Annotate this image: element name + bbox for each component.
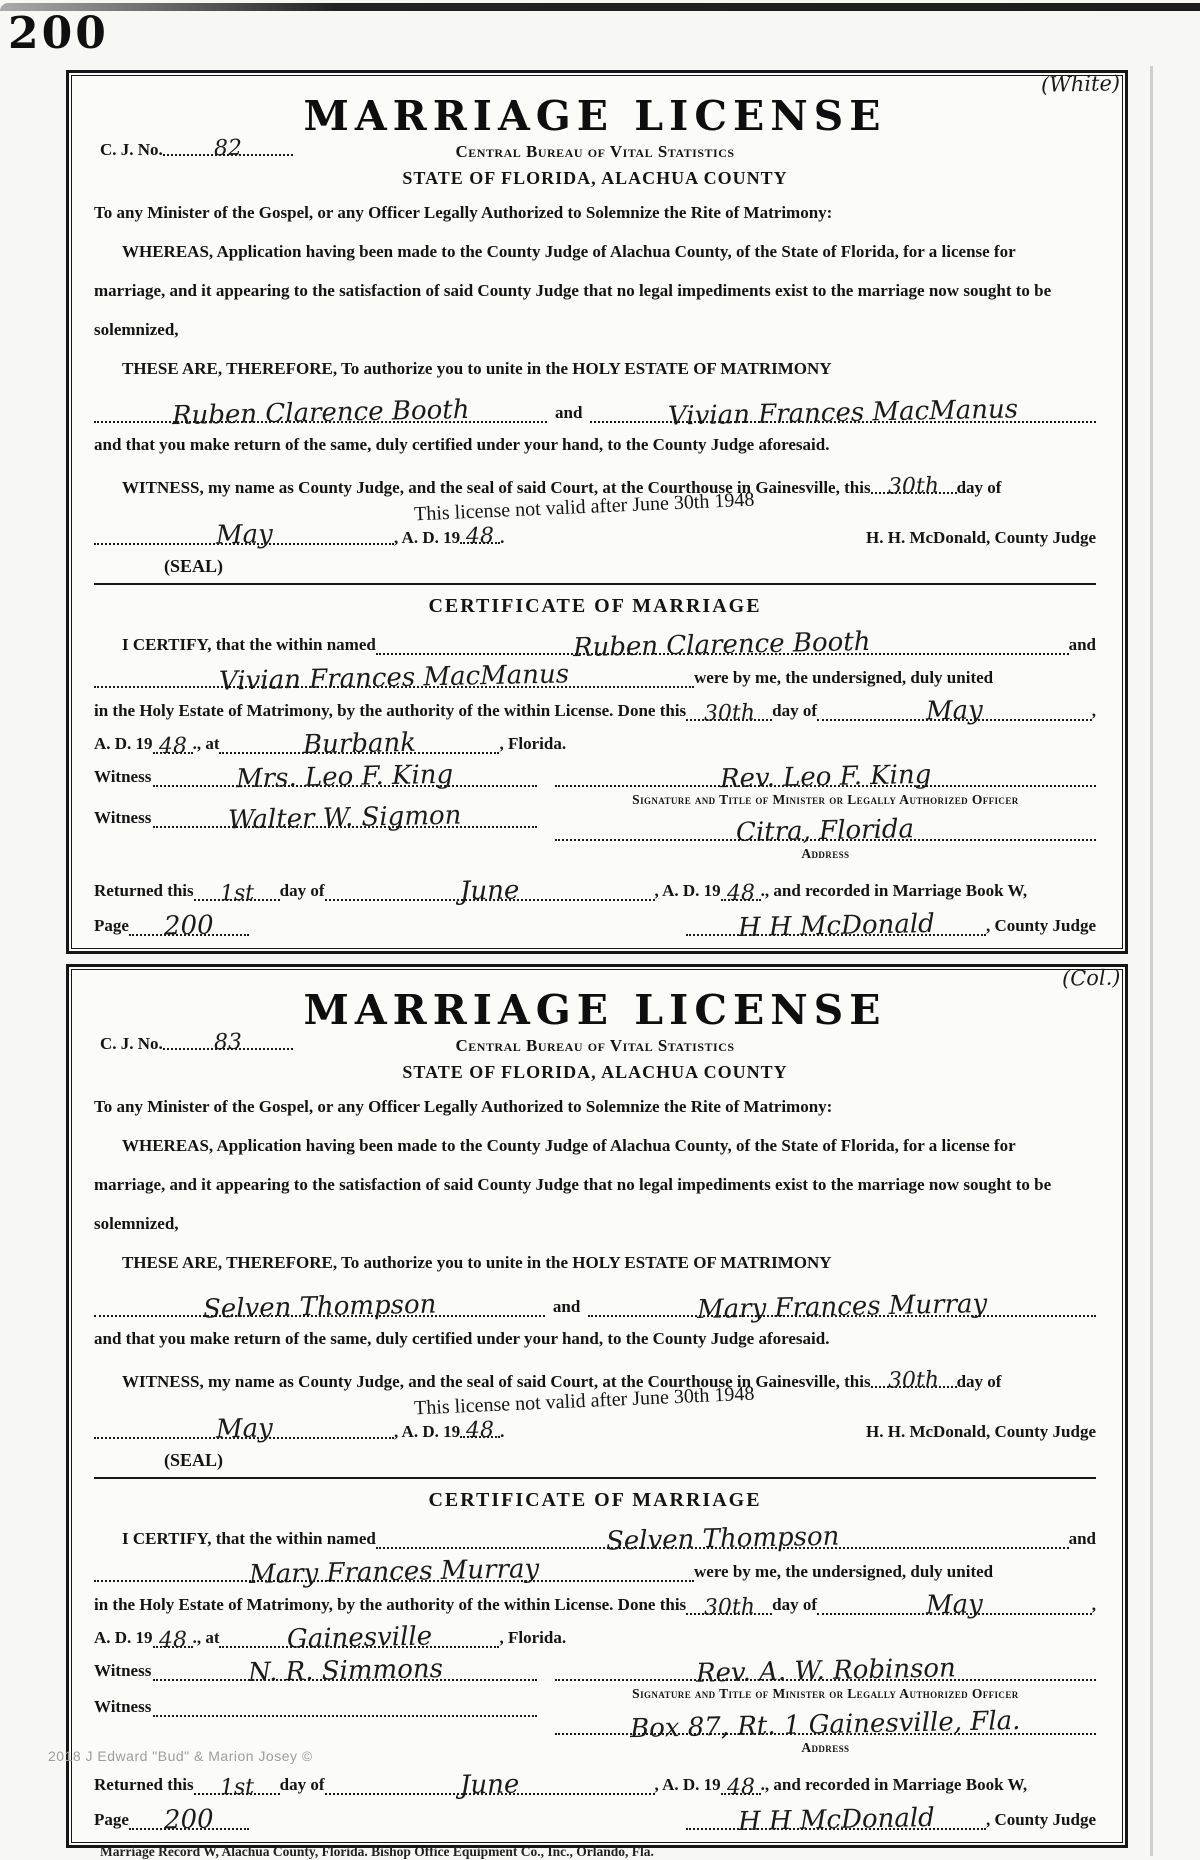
marriage-place-row <box>94 727 1096 761</box>
ad-19-label: , A. D. 19 <box>394 1422 461 1441</box>
returned-day-field <box>194 1774 280 1801</box>
marriage-license-form <box>66 964 1128 1848</box>
judge-signature-field <box>686 908 986 944</box>
groom-name: Ruben Clarence Booth <box>171 394 470 432</box>
signature-caption: Signature and Title of Minister or Legally Authorized Officer <box>632 792 1019 807</box>
ad-19-label: A. D. 19 <box>94 1627 153 1647</box>
day-of-label: day of <box>279 1775 325 1794</box>
returned-year-field <box>721 880 761 907</box>
license-month-field <box>94 519 394 551</box>
section-divider <box>94 583 1096 585</box>
returned-month-field <box>325 1769 655 1801</box>
license-month: May <box>215 519 273 551</box>
book-page-number: 200 <box>8 8 109 59</box>
form-title: MARRIAGE LICENSE <box>303 92 887 140</box>
minister-address: Citra, Florida <box>736 814 915 848</box>
page-label: Page <box>94 916 129 935</box>
couple-names-row <box>94 1288 1096 1326</box>
license-day: 30th <box>887 1367 940 1394</box>
book-page-field <box>129 1804 249 1836</box>
certify-row <box>94 1521 1096 1557</box>
cj-number-field <box>163 1029 293 1056</box>
returned-row <box>94 875 1096 907</box>
marriage-day-field <box>686 700 772 727</box>
groom-name: Selven Thompson <box>202 1289 437 1325</box>
comma: , <box>1091 700 1096 720</box>
cert-bride-row <box>94 659 1096 697</box>
certificate-title: CERTIFICATE OF MARRIAGE <box>428 595 762 617</box>
signature-caption: Signature and Title of Minister or Legally Authorized Officer <box>632 1686 1019 1701</box>
license-forms-container <box>66 70 1128 1858</box>
form-header <box>94 986 1096 1083</box>
cert-groom-field <box>376 1521 1069 1557</box>
marriage-year: 48 <box>158 733 187 760</box>
witness-1-field <box>153 759 536 795</box>
marriage-day-field <box>686 1594 772 1621</box>
cert-bride-field <box>94 1553 694 1591</box>
witness-statement: WITNESS, my name as County Judge, and the seal of said Court, at the Courthouse in Gainesville, this <box>122 478 871 497</box>
whereas-line-2: marriage, and it appearing to the satisfaction of said County Judge that no legal impediments exist to the marriage now sought to be <box>94 281 1052 300</box>
florida-label: , Florida. <box>499 733 567 753</box>
whereas-line-2: marriage, and it appearing to the satisfaction of said County Judge that no legal impediments exist to the marriage now sought to be <box>94 1175 1052 1194</box>
returned-month: June <box>459 875 520 907</box>
cert-groom-name: Ruben Clarence Booth <box>573 626 872 664</box>
at-label: ., at <box>192 1627 220 1647</box>
copyright-watermark: 2018 J Edward "Bud" & Marion Josey © <box>48 1748 313 1764</box>
license-year-field <box>460 523 500 550</box>
judge-signature: H H McDonald <box>737 1802 935 1838</box>
witness-2-field <box>153 800 536 836</box>
witness-statement: WITNESS, my name as County Judge, and the seal of said Court, at the Courthouse in Gainesville, this <box>122 1372 871 1391</box>
marriage-day: 30th <box>703 1594 755 1621</box>
witness-1-name: Mrs. Leo F. King <box>236 759 454 795</box>
witness-2-row <box>94 1697 537 1717</box>
day-of-label: day of <box>956 478 1002 497</box>
form-inner-border <box>71 71 1123 949</box>
witness-1-row <box>94 1653 537 1689</box>
book-page-value: 200 <box>163 910 215 942</box>
returned-row <box>94 1769 1096 1801</box>
cj-number-row <box>100 136 293 160</box>
witness-signature-block <box>94 759 1096 870</box>
day-of-label: day of <box>772 700 818 720</box>
license-date-row <box>94 1382 1096 1445</box>
marriage-license-form <box>66 70 1128 954</box>
cert-groom-field <box>376 626 1069 664</box>
day-of-label: day of <box>956 1372 1002 1391</box>
witness-seal-row <box>94 1368 1096 1392</box>
validity-note: This license not valid after June 30th 1948 <box>413 488 755 526</box>
license-day-field <box>871 473 957 500</box>
cj-number-value: 83 <box>213 1029 243 1056</box>
authorization-line: THESE ARE, THEREFORE, To authorize you to unite in the HOLY ESTATE OF MATRIMONY <box>122 1253 832 1272</box>
returned-label: Returned this <box>94 1775 194 1794</box>
form-inner-border <box>71 965 1123 1843</box>
license-year-field <box>460 1417 500 1444</box>
return-instruction-line: and that you make return of the same, duly certified under your hand, to the County Judge aforesaid. <box>94 435 830 454</box>
florida-label: , Florida. <box>499 1627 567 1647</box>
and-word: and <box>1068 635 1096 654</box>
minister-address: Box 87, Rt. 1 Gainesville, Fla. <box>629 1705 1021 1745</box>
recorded-statement: ., and recorded in Marriage Book W, <box>760 1775 1028 1794</box>
cert-bride-name: Mary Frances Murray <box>248 1553 540 1591</box>
minister-signature-field <box>555 1653 1096 1689</box>
license-month: May <box>215 1413 273 1445</box>
bureau-subtitle: Central Bureau of Vital Statistics <box>455 1036 735 1055</box>
state-county-line: STATE OF FLORIDA, ALACHUA COUNTY <box>402 1062 788 1082</box>
returned-day: 1st <box>219 880 254 907</box>
marriage-month-field <box>817 1589 1092 1621</box>
book-page-row <box>94 1802 1096 1838</box>
and-word: and <box>554 403 583 422</box>
witness-label: Witness <box>94 1697 152 1716</box>
marriage-year-field <box>153 733 193 760</box>
groom-name-field <box>94 1289 545 1325</box>
address-caption: Address <box>801 1740 850 1755</box>
recorded-statement: ., and recorded in Marriage Book W, <box>760 881 1028 900</box>
witness-label: Witness <box>94 1661 152 1680</box>
printer-credit-line: Marriage Record W, Alachua County, Florida. Bishop Office Equipment Co., Inc., Orlando, Fla. <box>100 1844 654 1859</box>
license-year: 48 <box>465 523 495 550</box>
scan-right-edge <box>1150 66 1153 1856</box>
race-annotation: (Col.) <box>1061 965 1121 991</box>
witness-1-row <box>94 759 537 795</box>
ad-19-label: , A. D. 19 <box>654 1775 721 1794</box>
witness-column <box>94 759 537 870</box>
bride-name: Vivian Frances MacManus <box>667 394 1019 432</box>
returned-day: 1st <box>219 1774 254 1801</box>
license-year: 48 <box>465 1417 495 1444</box>
license-date-row <box>94 488 1096 551</box>
marriage-place-field <box>219 1621 499 1655</box>
cj-number-label: C. J. No. <box>100 1034 163 1053</box>
estate-date-row <box>94 1589 1096 1621</box>
returned-year: 48 <box>726 880 755 907</box>
cert-bride-name: Vivian Frances MacManus <box>218 659 570 697</box>
license-day: 30th <box>887 473 940 500</box>
certify-row <box>94 626 1096 664</box>
at-label: ., at <box>192 733 220 753</box>
ad-19-label: , A. D. 19 <box>654 881 721 900</box>
judge-signature-field <box>686 1802 986 1838</box>
witness-1-field <box>153 1653 536 1689</box>
witness-seal-row <box>94 474 1096 498</box>
whereas-line-3: solemnized, <box>94 320 179 339</box>
seal-label: (SEAL) <box>164 1450 224 1470</box>
state-county-line: STATE OF FLORIDA, ALACHUA COUNTY <box>402 168 788 188</box>
bureau-subtitle: Central Bureau of Vital Statistics <box>455 142 735 161</box>
address-caption: Address <box>801 846 850 861</box>
cert-bride-row <box>94 1553 1096 1591</box>
validity-note: This license not valid after June 30th 1948 <box>413 1382 755 1420</box>
comma: , <box>1091 1594 1096 1614</box>
witness-label: Witness <box>94 808 152 827</box>
united-statement: were by me, the undersigned, duly united <box>694 1561 994 1581</box>
returned-day-field <box>194 880 280 907</box>
ad-19-label: A. D. 19 <box>94 733 153 753</box>
witness-label: Witness <box>94 767 152 786</box>
county-judge-suffix: , County Judge <box>985 1810 1096 1829</box>
cj-number-label: C. J. No. <box>100 140 163 159</box>
minister-address-field <box>555 1705 1096 1745</box>
witness-2-field <box>153 1705 536 1717</box>
book-page-value: 200 <box>163 1804 215 1836</box>
minister-signature: Rev. Leo F. King <box>719 759 932 795</box>
judge-signature: H H McDonald <box>737 908 935 944</box>
race-annotation: (White) <box>1040 71 1121 97</box>
whereas-line-1: WHEREAS, Application having been made to the County Judge of Alachua County, of the State of Florida, for a license for <box>122 1136 1016 1155</box>
authorization-line: THESE ARE, THEREFORE, To authorize you to unite in the HOLY ESTATE OF MATRIMONY <box>122 359 832 378</box>
minister-address-field <box>555 814 1096 848</box>
period: . <box>500 528 505 547</box>
ad-19-label: , A. D. 19 <box>394 528 461 547</box>
salutation-line: To any Minister of the Gospel, or any Officer Legally Authorized to Solemnize the Rite of Matrimony: <box>94 203 833 222</box>
marriage-place-field <box>219 727 499 761</box>
witness-2-row <box>94 800 537 836</box>
whereas-line-3: solemnized, <box>94 1214 179 1233</box>
marriage-day: 30th <box>703 700 755 727</box>
and-word: and <box>1068 1529 1096 1548</box>
day-of-label: day of <box>772 1594 818 1614</box>
cj-number-row <box>100 1030 293 1054</box>
witness-2-name: Walter W. Sigmon <box>228 800 463 836</box>
salutation-line: To any Minister of the Gospel, or any Officer Legally Authorized to Solemnize the Rite of Matrimony: <box>94 1097 833 1116</box>
marriage-month: May <box>925 695 984 727</box>
form-header <box>94 92 1096 189</box>
bride-name: Mary Frances Murray <box>696 1288 988 1326</box>
county-judge-suffix: , County Judge <box>985 916 1096 935</box>
cert-groom-name: Selven Thompson <box>605 1521 840 1557</box>
marriage-place: Burbank <box>302 727 417 761</box>
returned-month: June <box>459 1769 520 1801</box>
returned-year: 48 <box>726 1774 755 1801</box>
certificate-title: CERTIFICATE OF MARRIAGE <box>428 1489 762 1511</box>
marriage-year: 48 <box>158 1627 187 1654</box>
scan-top-edge <box>0 3 1200 11</box>
minister-signature: Rev. A. W. Robinson <box>695 1653 956 1689</box>
united-statement: were by me, the undersigned, duly united <box>694 667 994 687</box>
and-word: and <box>552 1297 581 1316</box>
county-judge-name: H. H. McDonald, County Judge <box>866 1422 1096 1441</box>
cj-number-value: 82 <box>213 135 243 162</box>
book-page-field <box>129 910 249 942</box>
returned-label: Returned this <box>94 881 194 900</box>
cert-bride-field <box>94 659 694 697</box>
form-title: MARRIAGE LICENSE <box>303 986 887 1034</box>
bride-name-field <box>590 394 1096 432</box>
page-label: Page <box>94 1810 129 1829</box>
whereas-line-1: WHEREAS, Application having been made to the County Judge of Alachua County, of the State of Florida, for a license for <box>122 242 1016 261</box>
groom-name-field <box>94 394 547 432</box>
return-instruction-line: and that you make return of the same, duly certified under your hand, to the County Judge aforesaid. <box>94 1329 830 1348</box>
marriage-month-field <box>817 695 1092 727</box>
estate-date-row <box>94 695 1096 727</box>
seal-label: (SEAL) <box>164 556 224 576</box>
period: . <box>500 1422 505 1441</box>
book-page-row <box>94 908 1096 944</box>
returned-year-field <box>721 1774 761 1801</box>
witness-1-name: N. R. Simmons <box>247 1653 443 1689</box>
section-divider <box>94 1477 1096 1479</box>
day-of-label: day of <box>279 881 325 900</box>
marriage-place-row <box>94 1621 1096 1655</box>
license-month-field <box>94 1413 394 1445</box>
estate-statement: in the Holy Estate of Matrimony, by the authority of the within License. Done this <box>94 700 687 720</box>
marriage-year-field <box>153 1627 193 1654</box>
bride-name-field <box>588 1288 1096 1326</box>
minister-column <box>555 759 1096 870</box>
certify-statement: I CERTIFY, that the within named <box>122 634 376 654</box>
estate-statement: in the Holy Estate of Matrimony, by the authority of the within License. Done this <box>94 1594 687 1614</box>
cj-number-field <box>163 135 293 162</box>
returned-month-field <box>325 875 655 907</box>
certify-statement: I CERTIFY, that the within named <box>122 1528 376 1548</box>
marriage-place: Gainesville <box>286 1621 433 1655</box>
marriage-month: May <box>925 1589 984 1621</box>
license-day-field <box>871 1367 957 1394</box>
minister-signature-field <box>555 759 1096 795</box>
couple-names-row <box>94 394 1096 432</box>
minister-column <box>555 1653 1096 1764</box>
county-judge-name: H. H. McDonald, County Judge <box>866 528 1096 547</box>
